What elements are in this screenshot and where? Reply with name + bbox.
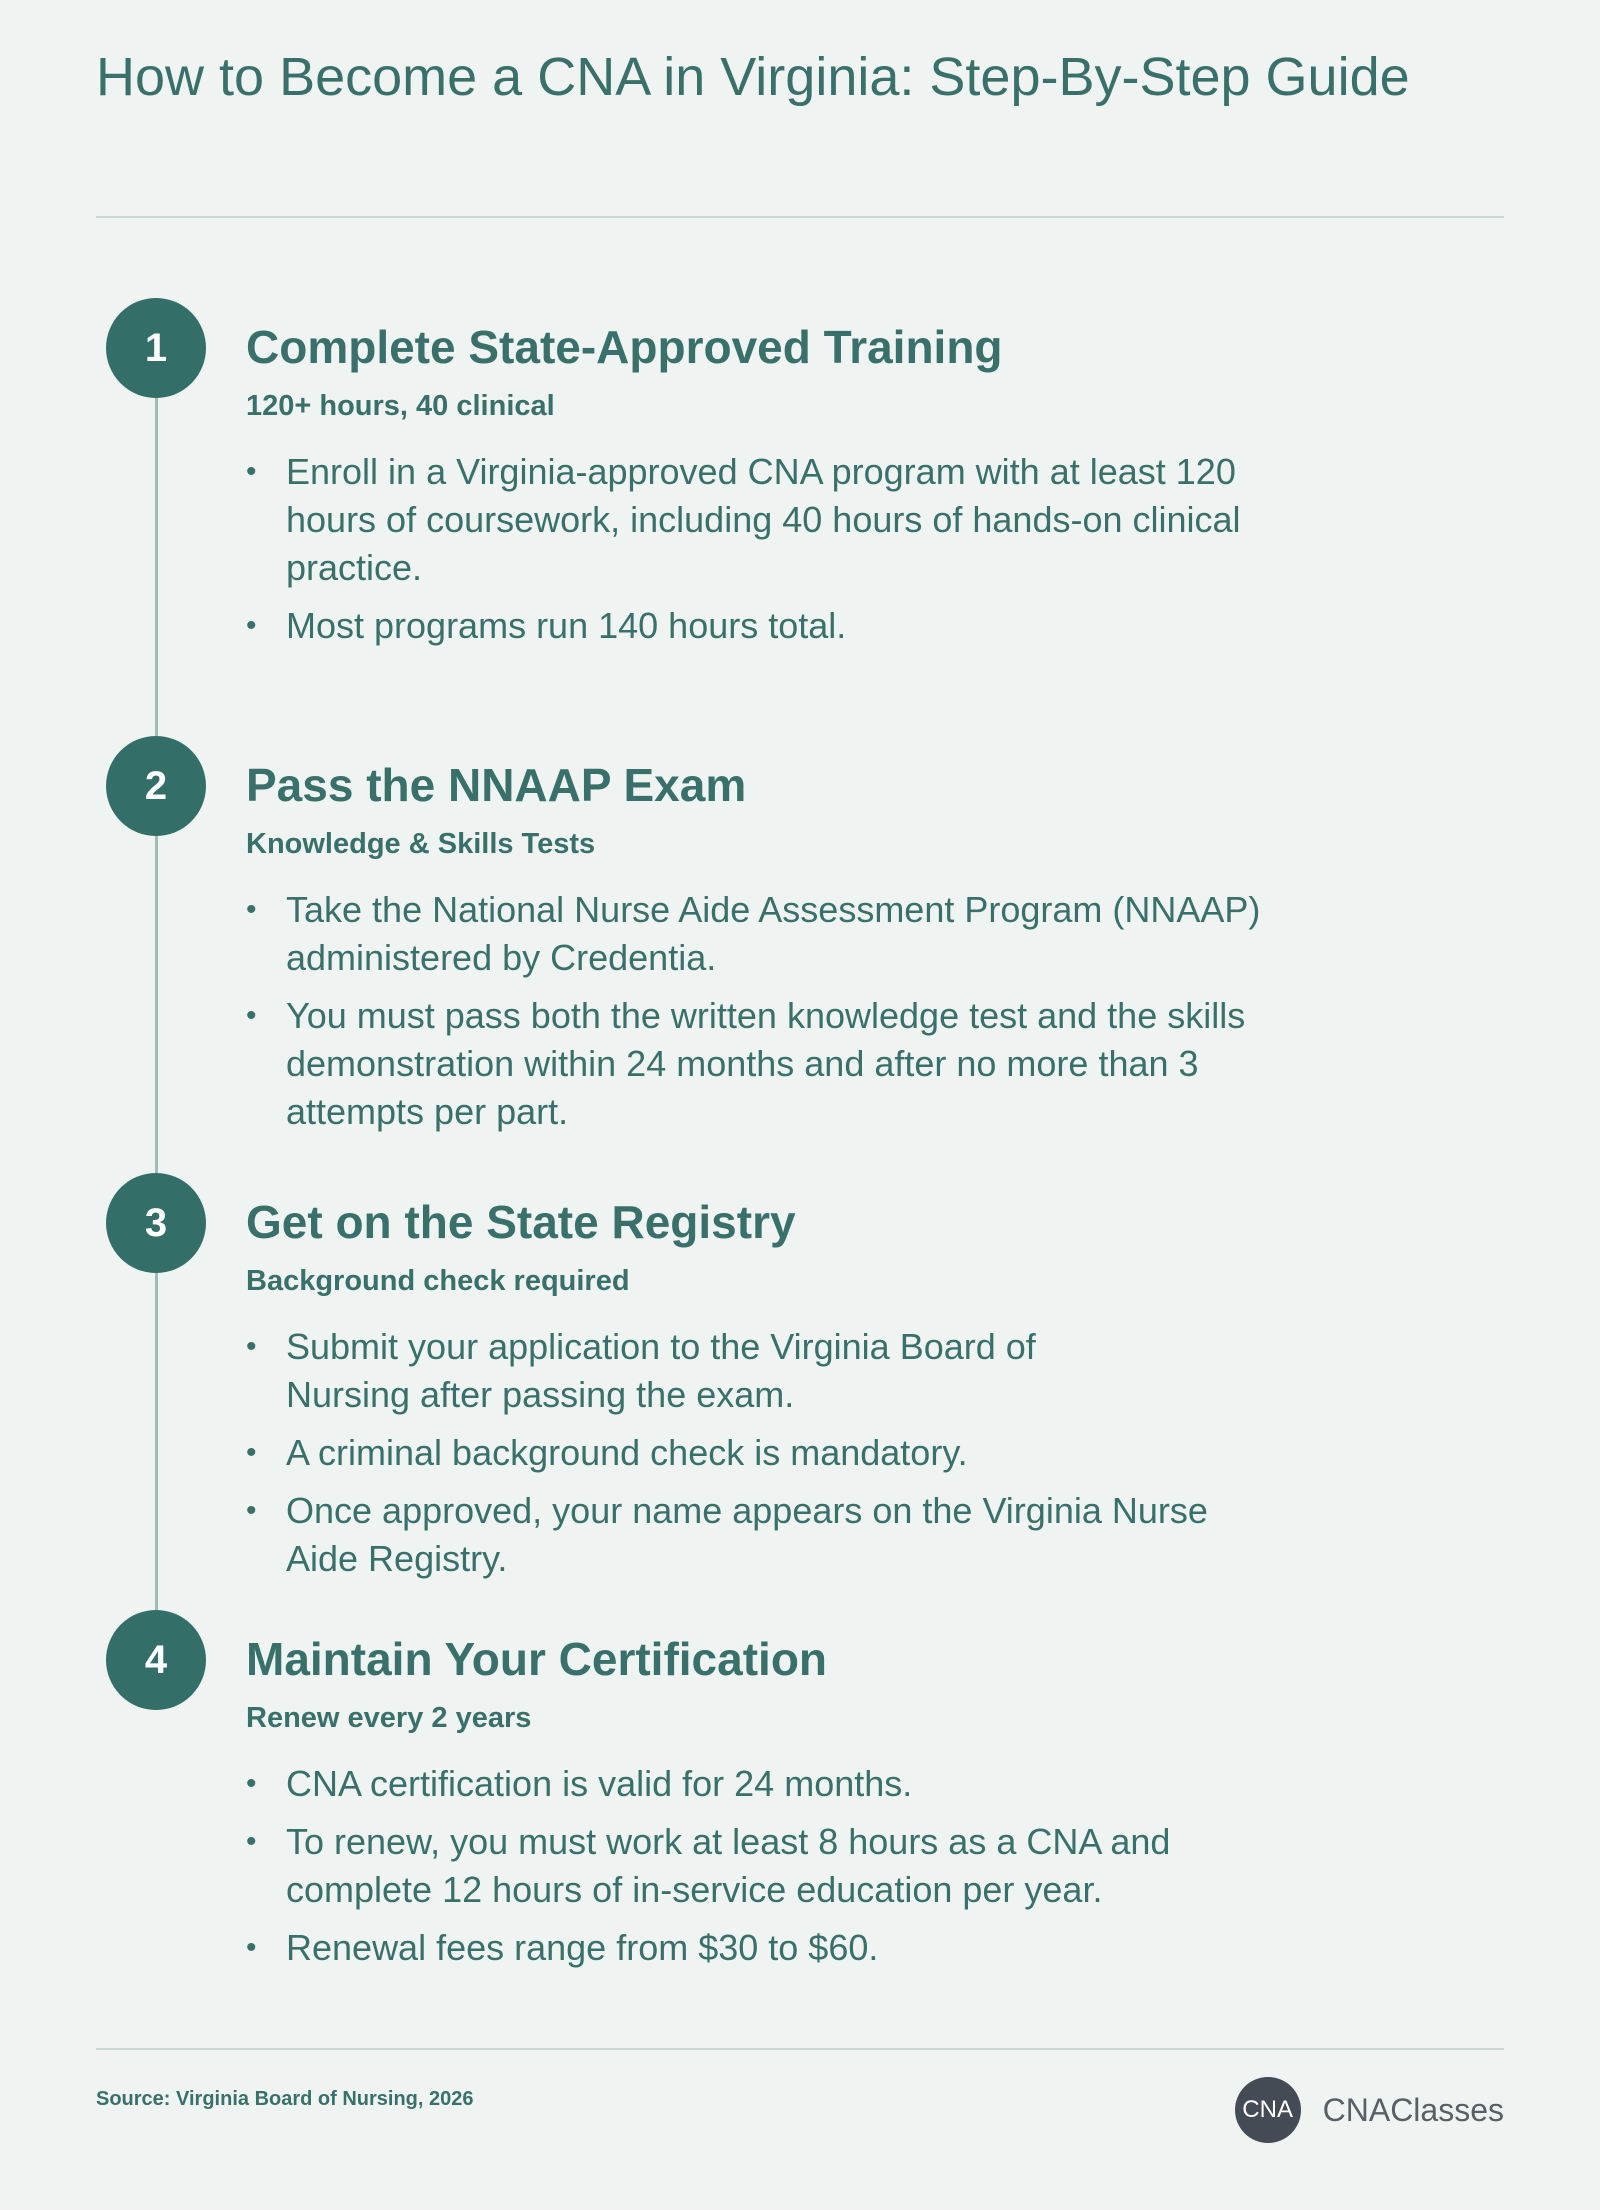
step-bullet-list [246, 1323, 1266, 1593]
step-bullet-list [246, 886, 1386, 1146]
brand-logo-icon: CNA [1235, 2077, 1301, 2143]
bullet-item: • Take the National Nurse Aide Assessment Program (NNAAP) administered by Credentia. [246, 886, 1346, 982]
brand-block [1235, 2077, 1504, 2143]
step-heading: Get on the State Registry [246, 1196, 796, 1248]
timeline-line [155, 380, 158, 1650]
bullet-item: • Most programs run 140 hours total. [246, 602, 1246, 650]
step-heading: Pass the NNAAP Exam [246, 759, 747, 811]
step-heading: Maintain Your Certification [246, 1633, 828, 1685]
bullet-item: • Once approved, your name appears on the Virginia Nurse Aide Registry. [246, 1487, 1266, 1583]
step-subtitle: Renew every 2 years [246, 1702, 532, 1734]
bullet-item: • Submit your application to the Virginia Board of Nursing after passing the exam. [246, 1323, 1146, 1419]
step-number-badge: 4 [106, 1610, 206, 1710]
step-subtitle: Background check required [246, 1265, 630, 1297]
brand-name: CNAClasses [1322, 2091, 1504, 2128]
bullet-item: • You must pass both the written knowledge test and the skills demonstration within 24 months and after no more than 3 attempts per part. [246, 992, 1286, 1136]
page-title: How to Become a CNA in Virginia: Step-By-Step Guide [96, 47, 1410, 107]
bullet-item: • Enroll in a Virginia-approved CNA program with at least 120 hours of coursework, including 40 hours of hands-on clinical practice. [246, 448, 1246, 592]
step-bullet-list [246, 448, 1246, 660]
source-citation: Source: Virginia Board of Nursing, 2026 [96, 2088, 474, 2110]
bullet-item: • To renew, you must work at least 8 hours as a CNA and complete 12 hours of in-service education per year. [246, 1818, 1266, 1914]
bullet-item: • A criminal background check is mandatory. [246, 1429, 1266, 1477]
step-subtitle: 120+ hours, 40 clinical [246, 390, 555, 422]
step-number-badge: 1 [106, 298, 206, 398]
bullet-item: • Renewal fees range from $30 to $60. [246, 1924, 1266, 1972]
step-number-badge: 2 [106, 736, 206, 836]
header-divider [96, 216, 1504, 218]
step-heading: Complete State-Approved Training [246, 321, 1003, 373]
footer-divider [96, 2048, 1504, 2050]
step-number-badge: 3 [106, 1173, 206, 1273]
bullet-item: • CNA certification is valid for 24 months. [246, 1760, 1266, 1808]
step-subtitle: Knowledge & Skills Tests [246, 828, 596, 860]
step-bullet-list [246, 1760, 1266, 1982]
